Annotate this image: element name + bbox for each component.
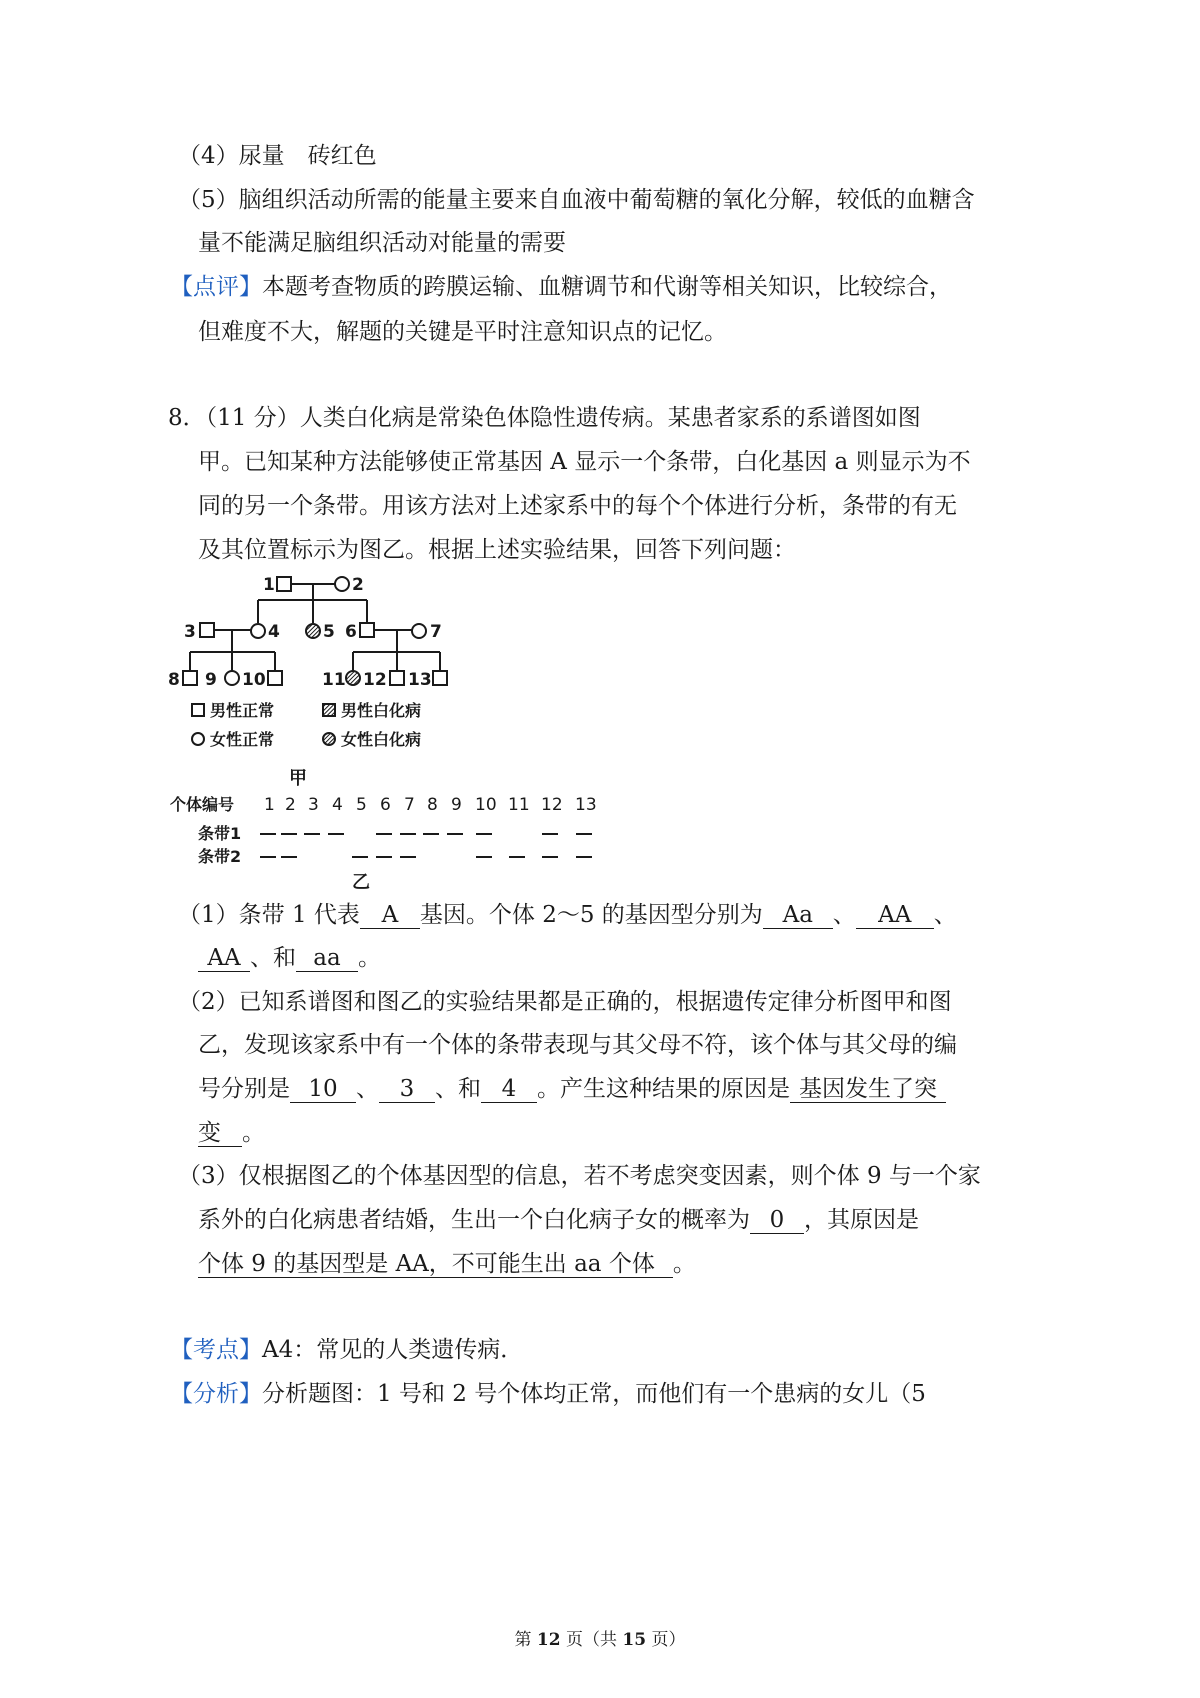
period: 。 — [672, 1251, 696, 1277]
pedigree-label-9: 9 — [205, 670, 217, 690]
blank-individual-10: 10 — [290, 1076, 356, 1103]
answer-5-line1: （5）脑组织活动所需的能量主要来自血液中葡萄糖的氧化分解，较低的血糖含 — [178, 187, 975, 213]
pedigree-label-8: 8 — [168, 670, 180, 690]
review-tag: 【点评】 — [170, 274, 262, 300]
pedigree-individual-7 — [412, 624, 426, 638]
sep: 、 — [356, 1076, 379, 1102]
band-header-label: 个体编号 — [170, 795, 235, 814]
question-8-line4: 及其位置标示为图乙。根据上述实验结果，回答下列问题： — [198, 537, 796, 563]
review-line2: 但难度不大，解题的关键是平时注意知识点的记忆。 — [198, 319, 727, 345]
band-individual-7: 7 — [404, 795, 415, 815]
pedigree-individual-9 — [225, 671, 239, 685]
band-individual-11: 11 — [508, 795, 530, 815]
pedigree-label-11: 11 — [322, 670, 346, 690]
answer-2-line4 — [198, 1118, 265, 1148]
pedigree-individual-11 — [346, 671, 360, 685]
answer-2-line1: （2）已知系谱图和图乙的实验结果都是正确的，根据遗传定律分析图甲和图 — [178, 989, 952, 1015]
answer-2-line2: 乙，发现该家系中有一个体的条带表现与其父母不符，该个体与其父母的编 — [198, 1032, 957, 1058]
question-8-line3: 同的另一个条带。用该方法对上述家系中的每个个体进行分析，条带的有无 — [198, 493, 957, 519]
footer-text: 页（共 — [560, 1630, 623, 1650]
pedigree-individual-8 — [183, 671, 197, 685]
blank-individual-3: 3 — [379, 1076, 435, 1103]
review-line1 — [170, 272, 952, 302]
pedigree-label-2: 2 — [352, 575, 364, 595]
page-number: 12 — [536, 1630, 561, 1650]
answer-2-line3 — [198, 1074, 946, 1104]
period: 。 — [242, 1120, 265, 1146]
legend-female-albino: 女性白化病 — [341, 730, 422, 749]
answer-3-text2: ，其原因是 — [804, 1207, 919, 1233]
figure-caption-yi: 乙 — [352, 872, 370, 893]
sep: 、和 — [435, 1076, 481, 1102]
blank-reason-part1: 基因发生了突 — [790, 1076, 946, 1103]
fenxi-tag: 【分析】 — [170, 1381, 262, 1407]
answer-1-text2: 基因。个体 2～5 的基因型分别为 — [419, 902, 763, 928]
pedigree-label-3: 3 — [184, 622, 196, 642]
answer-3-text: 系外的白化病患者结婚，生出一个白化病子女的概率为 — [198, 1207, 750, 1233]
page-footer — [0, 1625, 1200, 1650]
answer-4: （4）尿量 砖红色 — [178, 143, 377, 169]
sep: 、 — [832, 902, 856, 928]
pedigree-label-4: 4 — [268, 622, 280, 642]
pedigree-individual-1 — [277, 577, 291, 591]
blank-genotype-3: AA — [856, 902, 934, 929]
fenxi-text: 分析题图：1 号和 2 号个体均正常，而他们有一个患病的女儿（5 — [262, 1381, 926, 1407]
band-figure — [160, 790, 620, 900]
pedigree-individual-13 — [433, 671, 447, 685]
band-individual-13: 13 — [575, 795, 597, 815]
pedigree-label-7: 7 — [430, 622, 442, 642]
question-8-line2: 甲。已知某种方法能够使正常基因 A 显示一个条带，白化基因 a 则显示为不 — [198, 449, 971, 475]
pedigree-individual-4 — [251, 624, 265, 638]
sep: 、和 — [250, 945, 296, 971]
pedigree-label-13: 13 — [408, 670, 432, 690]
band-individual-9: 9 — [451, 795, 462, 815]
band1-label: 条带1 — [198, 824, 242, 843]
footer-text: 第 — [514, 1630, 537, 1650]
band-individual-6: 6 — [380, 795, 391, 815]
band-individual-3: 3 — [308, 795, 319, 815]
kaodian-text: A4：常见的人类遗传病． — [262, 1337, 524, 1363]
legend-female-albino-icon — [323, 733, 335, 745]
legend-male-normal-icon — [192, 704, 204, 716]
answer-1-line2 — [198, 943, 381, 973]
band-individual-2: 2 — [285, 795, 296, 815]
band-individual-4: 4 — [332, 795, 343, 815]
review-text: 本题考查物质的跨膜运输、血糖调节和代谢等相关知识，比较综合， — [262, 274, 952, 300]
figure-caption-jia: 甲 — [289, 768, 307, 789]
answer-3-line3 — [198, 1249, 696, 1279]
legend-female-normal: 女性正常 — [210, 730, 275, 749]
legend-male-albino-icon — [323, 704, 335, 716]
band2-label: 条带2 — [198, 847, 242, 866]
pedigree-individual-12 — [390, 671, 404, 685]
blank-probability: 0 — [750, 1207, 804, 1234]
answer-2-text: 号分别是 — [198, 1076, 290, 1102]
band-individual-1: 1 — [264, 795, 275, 815]
legend-female-normal-icon — [192, 733, 204, 745]
blank-reason-part2: 变 — [198, 1120, 242, 1147]
blank-genotype-5: aa — [296, 945, 358, 972]
legend-male-normal: 男性正常 — [210, 701, 275, 720]
band-individual-5: 5 — [356, 795, 367, 815]
answer-5-line2: 量不能满足脑组织活动对能量的需要 — [198, 230, 566, 256]
legend-male-albino: 男性白化病 — [341, 701, 422, 720]
pedigree-individual-3 — [200, 623, 214, 637]
answer-1-line1 — [178, 900, 957, 930]
band-individual-8: 8 — [427, 795, 438, 815]
pedigree-label-6: 6 — [345, 622, 357, 642]
pedigree-label-5: 5 — [323, 622, 335, 642]
answer-1-text: （1）条带 1 代表 — [178, 902, 360, 928]
pedigree-individual-2 — [335, 577, 349, 591]
question-8-line1: 8．（11 分）人类白化病是常染色体隐性遗传病。某患者家系的系谱图如图 — [168, 405, 921, 431]
band-individual-10: 10 — [475, 795, 497, 815]
fenxi-line — [170, 1379, 926, 1409]
pedigree-label-12: 12 — [363, 670, 387, 690]
band-individual-12: 12 — [541, 795, 563, 815]
blank-genotype-4: AA — [198, 945, 250, 972]
blank-reason: 个体 9 的基因型是 AA，不可能生出 aa 个体 — [198, 1251, 673, 1278]
answer-3-line2 — [198, 1205, 919, 1235]
pedigree-label-1: 1 — [263, 575, 275, 595]
pedigree-individual-6 — [360, 623, 374, 637]
answer-2-text2: 。产生这种结果的原因是 — [537, 1076, 790, 1102]
kaodian-tag: 【考点】 — [170, 1337, 262, 1363]
blank-band1: A — [360, 902, 420, 929]
pedigree-figure — [160, 568, 460, 758]
pedigree-individual-5 — [306, 624, 320, 638]
pedigree-individual-10 — [268, 671, 282, 685]
period: 。 — [358, 945, 381, 971]
pedigree-label-10: 10 — [242, 670, 266, 690]
blank-genotype-2: Aa — [763, 902, 833, 929]
answer-3-line1: （3）仅根据图乙的个体基因型的信息，若不考虑突变因素，则个体 9 与一个家 — [178, 1163, 981, 1189]
blank-individual-4: 4 — [481, 1076, 537, 1103]
kaodian-line — [170, 1335, 523, 1365]
footer-text: 页） — [646, 1630, 686, 1650]
page-total: 15 — [622, 1630, 647, 1650]
sep: 、 — [933, 902, 957, 928]
